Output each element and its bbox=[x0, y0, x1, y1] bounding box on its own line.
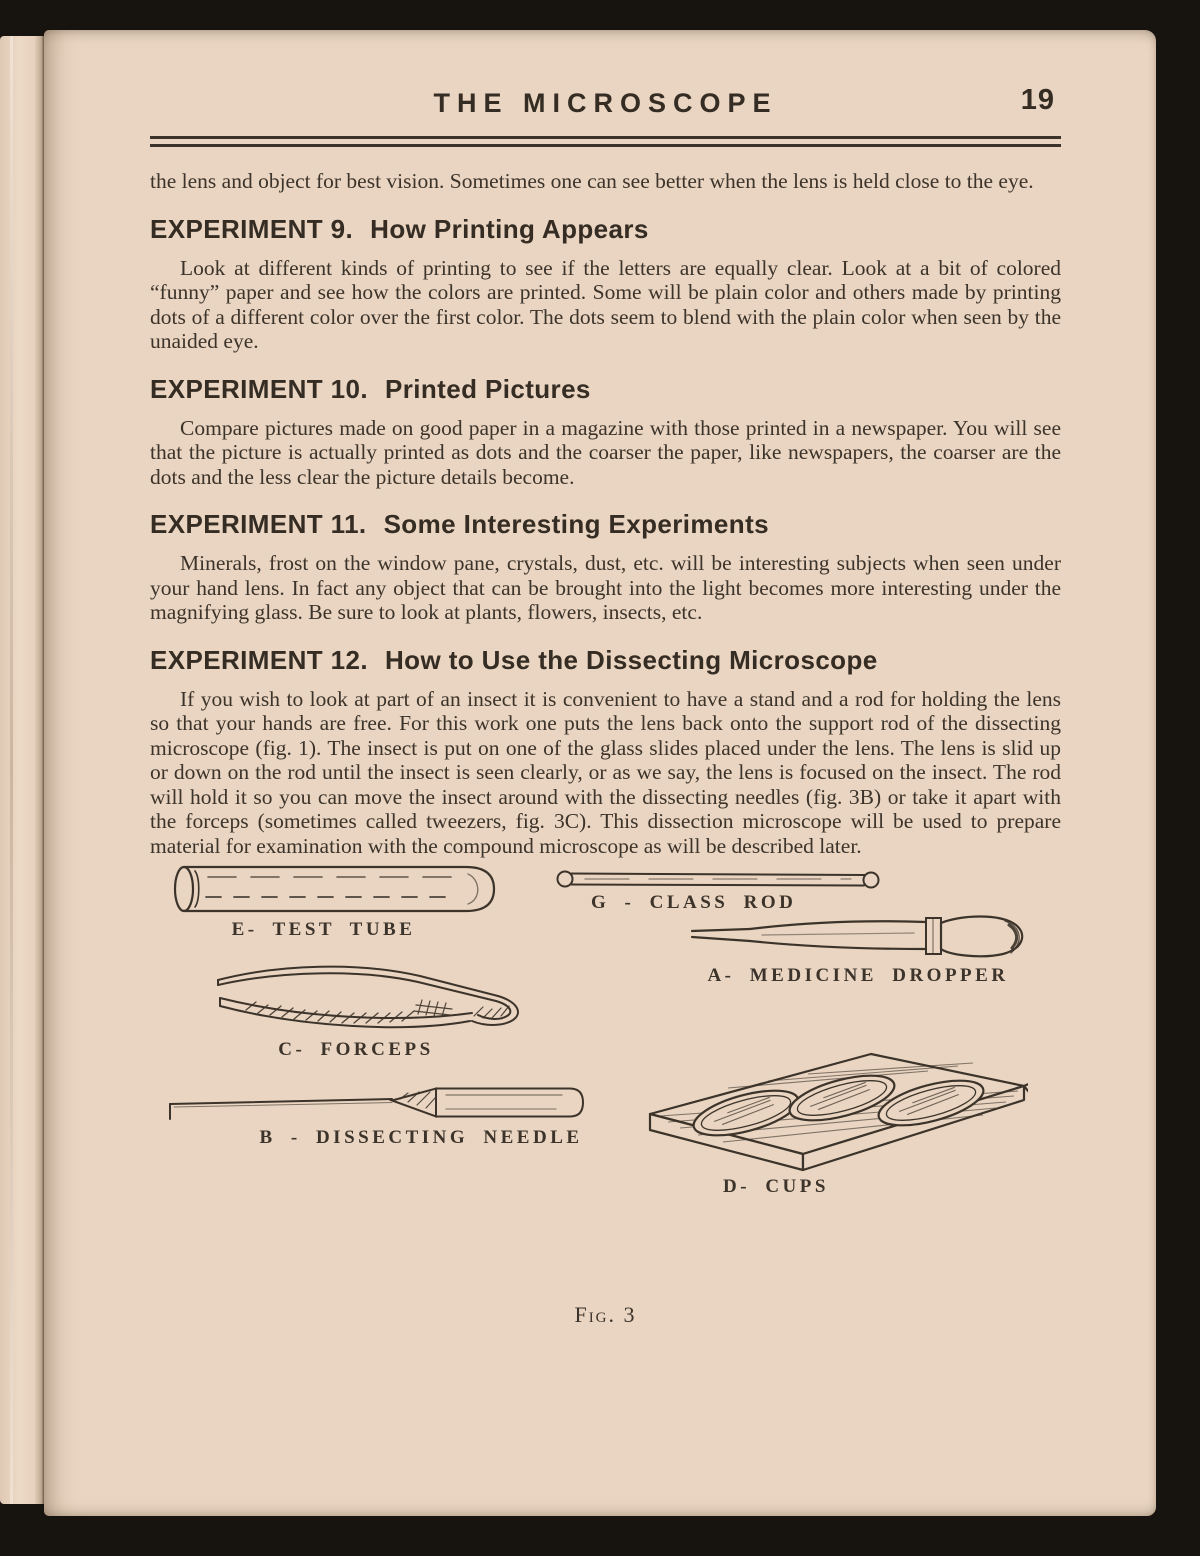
experiment-10-heading bbox=[150, 374, 1061, 404]
experiment-12-body: If you wish to look at part of an insect it is convenient to have a stand and a rod for holding the lens so that your hands are free. For this work one puts the lens back onto the support rod of the dissecting microscope (fig. 1). The insect is put on one of the glass slides placed under the lens. The lens is slid up or down on the rod until the insect is seen clearly, or as we say, the lens is focused on the insect. The rod will hold it so you can move the insect around with the dissecting needles (fig. 3B) or take it apart with the forceps (sometimes called tweezers, fig. 3C). This dissection microscope will be used to prepare material for examination with the compound microscope as will be described later. bbox=[150, 686, 1061, 858]
intro-paragraph: the lens and object for best vision. Sometimes one can see better when the lens is held close to the eye. bbox=[150, 169, 1034, 193]
figure-item-medicine-dropper bbox=[688, 912, 1028, 987]
double-rule bbox=[150, 136, 1061, 147]
cups-tray-illustration bbox=[628, 1036, 1028, 1176]
figure-item-forceps bbox=[210, 956, 530, 1061]
figure-item-glass-rod bbox=[553, 867, 883, 914]
figure-3 bbox=[150, 860, 1061, 1202]
figure-label: B - DISSECTING NEEDLE bbox=[259, 1127, 583, 1148]
running-head bbox=[150, 84, 1061, 122]
figure-caption: Fig. 3 bbox=[574, 1302, 637, 1327]
figure-label: G - CLASS ROD bbox=[591, 892, 797, 913]
figure-label: A- MEDICINE DROPPER bbox=[707, 965, 1009, 986]
figure-label: D- CUPS bbox=[723, 1176, 829, 1197]
experiment-title: Printed Pictures bbox=[385, 373, 591, 404]
figure-label: E- TEST TUBE bbox=[231, 919, 416, 940]
experiment-11-body: Minerals, frost on the window pane, crystals, dust, etc. will be interesting subjects when seen under your hand lens. In fact any object that can be brought into the light becomes more interesting under the magnifying glass. Be sure to look at plants, flowers, insects, etc. bbox=[150, 551, 1061, 624]
experiment-9-heading bbox=[150, 214, 1061, 244]
experiment-number: EXPERIMENT 12. bbox=[150, 644, 368, 675]
figure-item-cups bbox=[628, 1036, 1028, 1198]
experiment-11-heading bbox=[150, 509, 1061, 539]
experiment-title: Some Interesting Experiments bbox=[383, 509, 769, 539]
experiment-title: How Printing Appears bbox=[370, 213, 649, 244]
previous-page-edge bbox=[0, 36, 44, 1504]
experiment-number: EXPERIMENT 11. bbox=[150, 509, 367, 539]
book-page bbox=[44, 30, 1156, 1516]
experiment-number: EXPERIMENT 9. bbox=[150, 213, 354, 244]
forceps-illustration bbox=[210, 956, 530, 1036]
experiment-9-body: Look at different kinds of printing to see if the letters are equally clear. Look at a bit of colored “funny” paper and see how the colors are printed. Some will be plain color and others made by printing dots of a different color over the first color. The dots seem to blend with the plain color when seen by the unaided eye. bbox=[150, 255, 1061, 353]
experiment-number: EXPERIMENT 10. bbox=[150, 373, 368, 404]
figure-item-test-tube bbox=[168, 862, 503, 941]
glass-rod-illustration bbox=[553, 867, 883, 891]
figure-item-dissecting-needle bbox=[160, 1084, 590, 1149]
figure-label: C- FORCEPS bbox=[278, 1039, 434, 1060]
test-tube-illustration bbox=[168, 862, 503, 916]
page-title: THE MICROSCOPE bbox=[433, 88, 778, 118]
dissecting-needle-illustration bbox=[160, 1084, 590, 1124]
medicine-dropper-illustration bbox=[688, 912, 1028, 962]
experiment-title: How to Use the Dissecting Microscope bbox=[385, 644, 878, 675]
experiment-10-body: Compare pictures made on good paper in a magazine with those printed in a newspaper. You will see that the picture is actually printed as dots and the coarser the paper, like newspapers, the coarser are the dots and the less clear the picture details become. bbox=[150, 415, 1061, 489]
experiment-12-heading bbox=[150, 645, 1061, 675]
page-number: 19 bbox=[1020, 84, 1055, 116]
